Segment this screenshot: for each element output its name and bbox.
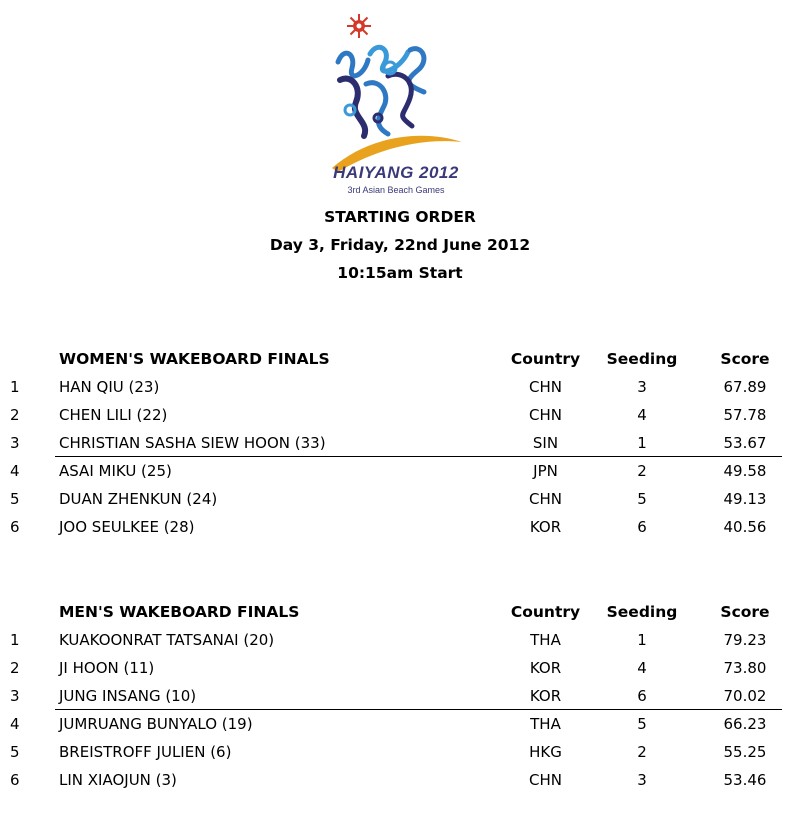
athlete-cell: DUAN ZHENKUN (24) (59, 490, 218, 508)
table-row (0, 769, 800, 797)
rank-cell: 4 (10, 462, 20, 480)
table-row (0, 629, 800, 657)
athlete-cell: ASAI MIKU (25) (59, 462, 172, 480)
rank-cell: 2 (10, 659, 20, 677)
country-cell: SIN (532, 434, 559, 452)
athlete-cell: JOO SEULKEE (28) (59, 518, 195, 536)
country-column-header: Country (510, 603, 581, 621)
logo-wordmark: HAIYANG 2012 (333, 163, 459, 182)
seeding-cell: 6 (637, 518, 647, 536)
rank-cell: 3 (10, 687, 20, 705)
athlete-cell: BREISTROFF JULIEN (6) (59, 743, 232, 761)
athlete-cell: HAN QIU (23) (59, 378, 160, 396)
start-time: 10:15am Start (337, 264, 463, 282)
country-cell: KOR (529, 659, 562, 677)
athlete-cell: JI HOON (11) (59, 659, 155, 677)
rank-cell: 6 (10, 518, 20, 536)
score-cell: 67.89 (723, 378, 767, 396)
country-cell: THA (530, 631, 561, 649)
country-cell: CHN (529, 490, 562, 508)
rank-cell: 1 (10, 378, 20, 396)
score-cell: 53.46 (723, 771, 767, 789)
athlete-cell: KUAKOONRAT TATSANAI (20) (59, 631, 275, 649)
seeding-column-header: Seeding (606, 603, 678, 621)
women-table-header (0, 348, 800, 376)
seeding-cell: 2 (637, 462, 647, 480)
country-cell: JPN (533, 462, 558, 480)
table-row (0, 713, 800, 741)
table-row (0, 516, 800, 544)
rank-cell: 4 (10, 715, 20, 733)
rank-cell: 5 (10, 743, 20, 761)
athlete-cell: LIN XIAOJUN (3) (59, 771, 177, 789)
country-cell: CHN (529, 378, 562, 396)
athlete-cell: CHRISTIAN SASHA SIEW HOON (33) (59, 434, 326, 452)
seeding-cell: 4 (637, 659, 647, 677)
score-cell: 70.02 (723, 687, 767, 705)
dancing-figures-icon (338, 47, 424, 136)
event-date: Day 3, Friday, 22nd June 2012 (269, 236, 531, 254)
seeding-cell: 1 (637, 631, 647, 649)
country-cell: KOR (529, 518, 562, 536)
men-table-header (0, 601, 800, 629)
country-cell: KOR (529, 687, 562, 705)
score-cell: 66.23 (723, 715, 767, 733)
score-cell: 57.78 (723, 406, 767, 424)
logo-subtitle: 3rd Asian Beach Games (347, 185, 445, 195)
men-finals-table (0, 601, 800, 797)
seeding-cell: 1 (637, 434, 647, 452)
seeding-cell: 3 (637, 771, 647, 789)
seeding-cell: 5 (637, 490, 647, 508)
seeding-cell: 3 (637, 378, 647, 396)
table-row (0, 741, 800, 769)
score-column-header: Score (720, 603, 770, 621)
score-cell: 40.56 (723, 518, 767, 536)
score-cell: 49.13 (723, 490, 767, 508)
country-column-header: Country (510, 350, 581, 368)
athlete-cell: CHEN LILI (22) (59, 406, 168, 424)
athlete-cell: JUNG INSANG (10) (59, 687, 197, 705)
table-row (0, 460, 800, 488)
rank-cell: 3 (10, 434, 20, 452)
women-finals-table (0, 348, 800, 544)
page-title: STARTING ORDER (324, 208, 476, 226)
table-row (0, 376, 800, 404)
score-cell: 49.58 (723, 462, 767, 480)
seeding-cell: 2 (637, 743, 647, 761)
score-cell: 73.80 (723, 659, 767, 677)
rank-cell: 6 (10, 771, 20, 789)
seeding-column-header: Seeding (606, 350, 678, 368)
table-row (0, 657, 800, 685)
seeding-cell: 5 (637, 715, 647, 733)
score-cell: 55.25 (723, 743, 767, 761)
table-row (0, 488, 800, 516)
score-cell: 53.67 (723, 434, 767, 452)
score-column-header: Score (720, 350, 770, 368)
athlete-cell: JUMRUANG BUNYALO (19) (59, 715, 253, 733)
score-cell: 79.23 (723, 631, 767, 649)
country-cell: HKG (529, 743, 562, 761)
seeding-cell: 6 (637, 687, 647, 705)
country-cell: CHN (529, 406, 562, 424)
men-section-title: MEN'S WAKEBOARD FINALS (59, 603, 300, 621)
country-cell: THA (530, 715, 561, 733)
women-section-title: WOMEN'S WAKEBOARD FINALS (59, 350, 330, 368)
sun-emblem-icon (347, 14, 371, 38)
seeding-cell: 4 (637, 406, 647, 424)
finals-cutoff-divider (55, 456, 782, 457)
finals-cutoff-divider (55, 709, 782, 710)
table-row (0, 404, 800, 432)
rank-cell: 1 (10, 631, 20, 649)
rank-cell: 2 (10, 406, 20, 424)
country-cell: CHN (529, 771, 562, 789)
rank-cell: 5 (10, 490, 20, 508)
